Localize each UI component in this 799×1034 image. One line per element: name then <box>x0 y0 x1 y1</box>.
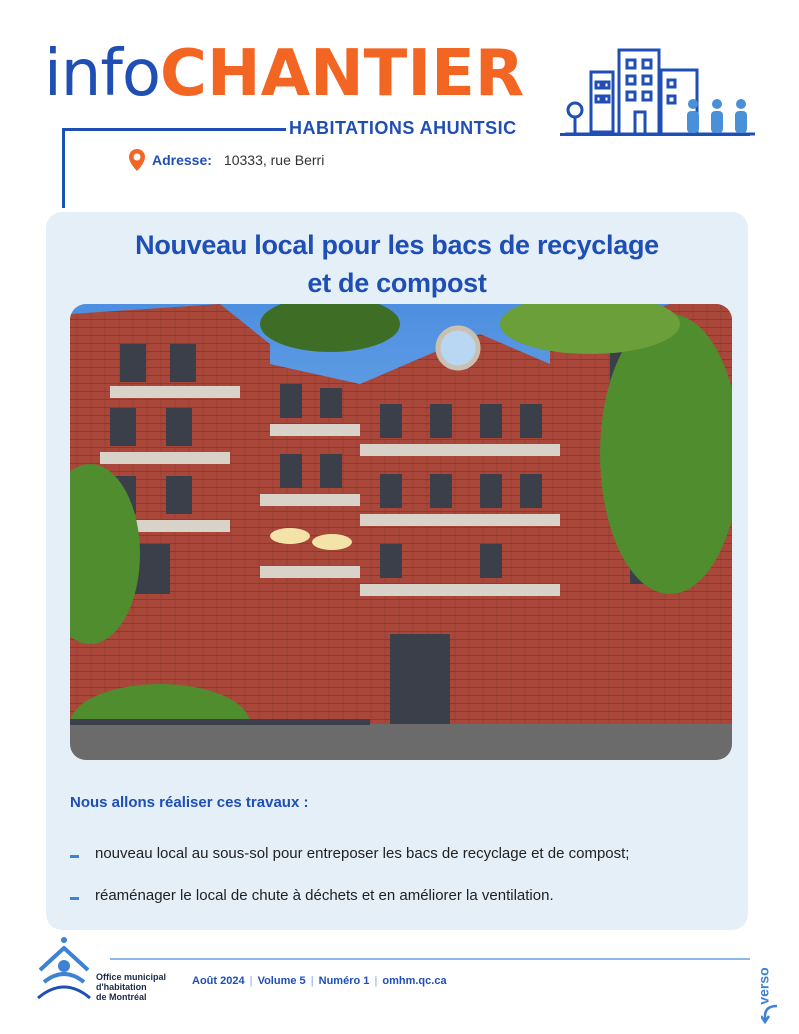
footer-rule <box>110 958 750 960</box>
verso-indicator[interactable] <box>757 960 787 1026</box>
logo-info-text: info <box>44 37 161 111</box>
list-item <box>70 874 720 916</box>
header <box>0 0 799 210</box>
omhm-name-line2: d'habitation <box>96 982 147 992</box>
address-label: Adresse: <box>152 152 212 168</box>
turn-arrow-icon <box>761 1004 783 1024</box>
location-pin-icon <box>128 148 146 172</box>
omhm-name-line3: de Montréal <box>96 992 147 1002</box>
omhm-logo <box>34 936 94 1006</box>
address-value: 10333, rue Berri <box>223 152 325 168</box>
omhm-name-line1: Office municipal <box>96 972 167 982</box>
issue-volume: Volume 5 <box>257 975 306 987</box>
logo-chantier-text: CHANTIER <box>160 37 525 111</box>
works-item-text: réaménager le local de chute à déchets et en améliorer la ventilation. <box>95 886 554 904</box>
issue-info: Août 2024 | Volume 5 | Numéro 1 | omhm.qc.ca <box>192 975 447 987</box>
works-heading: Nous allons réaliser ces travaux : <box>70 794 309 811</box>
verso-label: verso <box>755 967 772 1005</box>
list-item <box>70 832 720 874</box>
works-list <box>70 832 720 916</box>
header-rule <box>64 128 286 131</box>
website-link[interactable]: omhm.qc.ca <box>382 975 447 987</box>
omhm-name <box>96 972 186 1002</box>
main-card <box>46 212 748 930</box>
address-line <box>128 146 324 174</box>
article-title-line2: et de compost <box>307 268 487 298</box>
issue-number: Numéro 1 <box>318 975 370 987</box>
dash-bullet-icon <box>70 855 79 858</box>
dash-bullet-icon <box>70 897 79 900</box>
article-title <box>46 226 748 302</box>
works-item-text: nouveau local au sous-sol pour entreposer les bacs de recyclage et de compost; <box>95 844 630 862</box>
issue-date: Août 2024 <box>192 975 245 987</box>
project-subtitle: HABITATIONS AHUNTSIC <box>289 118 517 138</box>
header-vertical-rule <box>62 128 65 208</box>
apartment-building-photo <box>70 304 732 760</box>
article-title-line1: Nouveau local pour les bacs de recyclage <box>135 230 659 260</box>
city-buildings-icon <box>565 42 755 140</box>
infochantier-logo <box>44 34 524 114</box>
